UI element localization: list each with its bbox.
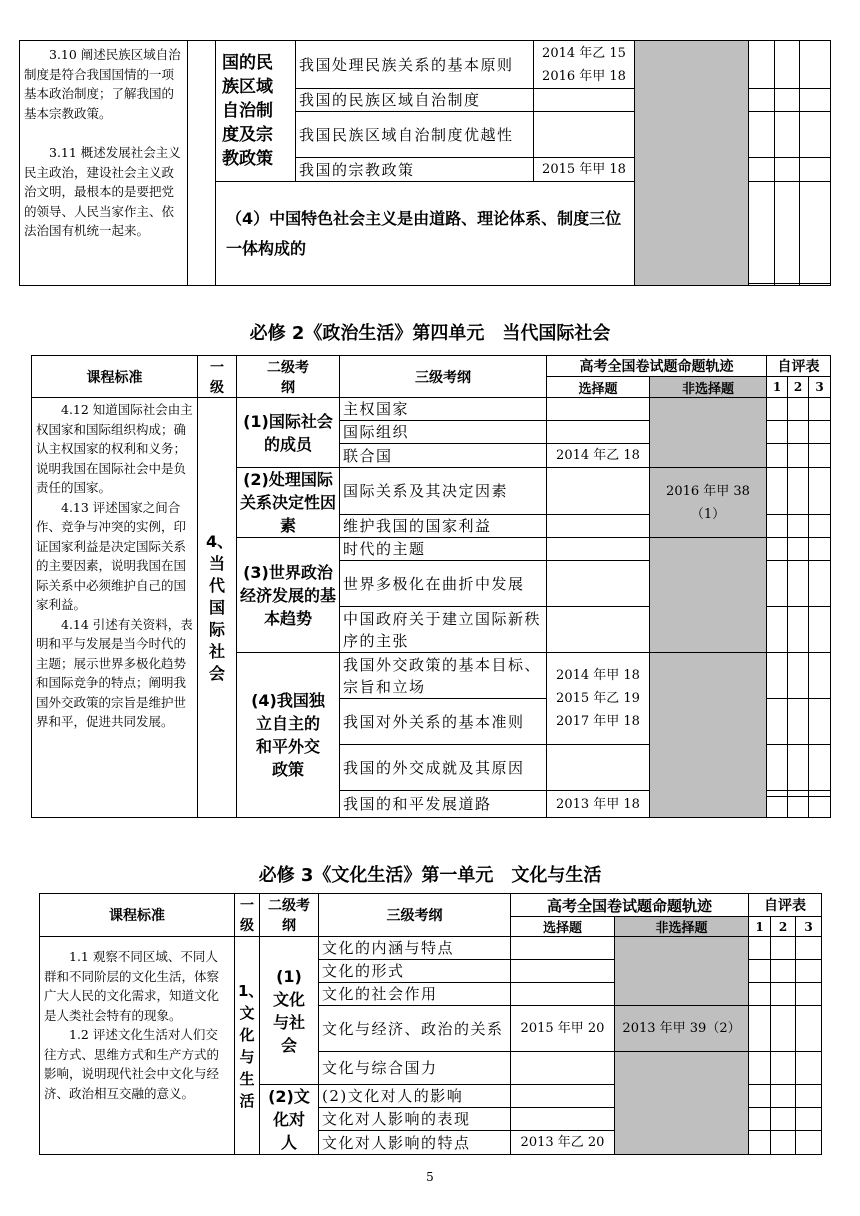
self-2[interactable] <box>771 1108 796 1131</box>
self-3[interactable] <box>809 653 831 699</box>
choice-cell <box>511 937 615 960</box>
l3-cell: 世界多极化在曲折中发展 <box>340 561 547 607</box>
self-3[interactable] <box>809 561 831 607</box>
self-1[interactable] <box>749 1085 771 1108</box>
l3-cell: 维护我国的国家利益 <box>340 514 547 537</box>
self-1[interactable] <box>767 514 788 537</box>
self-3[interactable] <box>809 468 831 515</box>
standard-3-11: 3.11 概述发展社会主义民主政治，建设社会主义政治文明，最根本的是要把党的领导、人民当家作主、依法治国有机统一起来。 <box>24 145 181 238</box>
choice-cell <box>534 112 635 158</box>
choice-cell: 2014 年甲 18 2015 年乙 19 2017 年甲 18 <box>547 653 650 745</box>
self-1[interactable] <box>767 745 788 791</box>
choice-cell <box>547 745 650 791</box>
level2-cell: (1)国际社会的成员 <box>237 398 340 468</box>
self-3[interactable] <box>796 1085 822 1108</box>
l3-cell: 国际关系及其决定因素 <box>340 468 547 515</box>
self-1[interactable] <box>749 1052 771 1085</box>
nonchoice-cell: 2016 年甲 38 （1） <box>650 468 767 538</box>
unit4-title: 必修 2《政治生活》第四单元 当代国际社会 <box>249 323 611 344</box>
self-2[interactable] <box>771 1131 796 1155</box>
choice-cell <box>547 421 650 444</box>
choice-cell <box>547 514 650 537</box>
continued-table <box>19 40 831 286</box>
self-2[interactable] <box>788 653 809 699</box>
self-3[interactable] <box>809 745 831 791</box>
self-1[interactable] <box>767 421 788 444</box>
nonchoice-cell <box>615 937 749 1006</box>
self-2[interactable] <box>788 745 809 791</box>
self-3[interactable] <box>800 182 831 284</box>
header-choice: 选择题 <box>547 377 650 398</box>
self-2[interactable] <box>775 112 800 158</box>
self-1[interactable] <box>767 561 788 607</box>
header-level3: 三级考纲 <box>340 356 547 398</box>
l3-cell: (2)文化对人的影响 <box>319 1085 511 1108</box>
l3-cell: 文化对人影响的表现 <box>319 1108 511 1131</box>
nonchoice-cell <box>650 653 767 818</box>
self-3[interactable] <box>809 421 831 444</box>
header-nonchoice: 非选择题 <box>650 377 767 398</box>
choice-cell <box>511 1108 615 1131</box>
l3-cell: 我国的民族区域自治制度 <box>296 89 534 112</box>
self-1[interactable] <box>749 41 775 89</box>
l3-cell: 时代的主题 <box>340 538 547 561</box>
l3-cell: 我国外交政策的基本目标、宗旨和立场 <box>340 653 547 699</box>
choice-cell <box>511 983 615 1006</box>
header-self-2: 2 <box>788 377 809 398</box>
nonchoice-cell <box>650 538 767 653</box>
l3-cell: 我国的外交成就及其原因 <box>340 745 547 791</box>
self-2[interactable] <box>771 1052 796 1085</box>
choice-cell <box>511 960 615 983</box>
l3-cell: 文化的形式 <box>319 960 511 983</box>
self-2[interactable] <box>788 699 809 745</box>
self-3[interactable] <box>809 444 831 468</box>
nonchoice-cell <box>615 1052 749 1155</box>
choice-cell: 2013 年乙 20 <box>511 1131 615 1155</box>
self-3[interactable] <box>800 112 831 158</box>
self-3[interactable] <box>796 1131 822 1155</box>
nonchoice-cell <box>650 398 767 468</box>
self-3[interactable] <box>800 158 831 182</box>
level2-cell: (2)处理国际关系决定性因素 <box>237 468 340 538</box>
self-3[interactable] <box>809 607 831 653</box>
choice-cell <box>547 398 650 421</box>
level1-cell: 1、文化与生活 <box>235 937 260 1155</box>
nonchoice-cell <box>635 41 749 286</box>
l3-cell: 联合国 <box>340 444 547 468</box>
self-3[interactable] <box>796 983 822 1006</box>
self-2[interactable] <box>788 444 809 468</box>
self-1[interactable] <box>767 538 788 561</box>
self-3[interactable] <box>800 41 831 89</box>
self-2[interactable] <box>771 937 796 960</box>
self-3[interactable] <box>796 1108 822 1131</box>
standard-4-13: 4.13 评述国家之间合作、竞争与冲突的实例，印证国家利益是决定国际关系的主要因素，说明我国在国际关系中必须维护自己的国家利益。 <box>36 499 187 612</box>
level2-cell: (3)世界政治经济发展的基本趋势 <box>237 538 340 653</box>
choice-cell <box>511 1085 615 1108</box>
header-self-3: 3 <box>809 377 831 398</box>
choice-cell <box>547 607 650 653</box>
choice-cell <box>534 89 635 112</box>
header-standard: 课程标准 <box>40 894 235 937</box>
header-standard: 课程标准 <box>32 356 198 398</box>
header-self-1: 1 <box>767 377 788 398</box>
self-3[interactable] <box>796 1006 822 1052</box>
self-2[interactable] <box>788 561 809 607</box>
self-1[interactable] <box>767 797 788 818</box>
l3-cell: 我国的宗教政策 <box>296 158 534 182</box>
unit4-table <box>31 355 831 818</box>
standard-cell <box>40 937 235 1155</box>
header-level2: 二级考纲 <box>260 894 319 937</box>
header-self: 自评表 <box>749 894 822 917</box>
self-2[interactable] <box>788 421 809 444</box>
l3-cell: 中国政府关于建立国际新秩序的主张 <box>340 607 547 653</box>
l3-cell: 文化与综合国力 <box>319 1052 511 1085</box>
self-2[interactable] <box>788 514 809 537</box>
header-level1: 一级 <box>235 894 260 937</box>
choice-cell <box>547 561 650 607</box>
header-level2: 二级考纲 <box>237 356 340 398</box>
header-exam: 高考全国卷试题命题轨迹 <box>547 356 767 377</box>
choice-cell <box>547 538 650 561</box>
standard-3-10: 3.10 阐述民族区域自治制度是符合我国国情的一项基本政治制度；了解我国的基本宗教政策。 <box>24 47 181 121</box>
standard-1-1: 1.1 观察不同区域、不同人群和不同阶层的文化生活，体察广大人民的文化需求，知道文化是人类社会特有的现象。 <box>44 949 220 1023</box>
self-2[interactable] <box>775 89 800 112</box>
self-2[interactable] <box>771 960 796 983</box>
l3-cell: 我国的和平发展道路 <box>340 791 547 818</box>
l3-cell: 我国对外关系的基本准则 <box>340 699 547 745</box>
choice-cell: 2013 年甲 18 <box>547 791 650 818</box>
header-self-2: 2 <box>771 917 796 937</box>
nonchoice-cell: 2013 年甲 39（2） <box>615 1006 749 1052</box>
self-1[interactable] <box>767 398 788 421</box>
section-4-heading: （4）中国特色社会主义是由道路、理论体系、制度三位一体构成的 <box>216 182 635 286</box>
self-1[interactable] <box>767 444 788 468</box>
l3-cell: 文化与经济、政治的关系 <box>319 1006 511 1052</box>
self-3[interactable] <box>796 937 822 960</box>
self-1[interactable] <box>767 607 788 653</box>
self-3[interactable] <box>809 514 831 537</box>
l3-cell: 主权国家 <box>340 398 547 421</box>
self-1[interactable] <box>749 182 775 284</box>
self-3[interactable] <box>809 398 831 421</box>
header-self-3: 3 <box>796 917 822 937</box>
self-2[interactable] <box>788 538 809 561</box>
self-2[interactable] <box>775 158 800 182</box>
self-1[interactable] <box>767 468 788 515</box>
choice-cell <box>547 468 650 515</box>
self-1[interactable] <box>749 1131 771 1155</box>
unit1-culture-title: 必修 3《文化生活》第一单元 文化与生活 <box>258 865 602 886</box>
level1-cell: 4、当代国际社会 <box>198 398 237 818</box>
self-3[interactable] <box>800 89 831 112</box>
header-nonchoice: 非选择题 <box>615 917 749 937</box>
choice-cell: 2014 年乙 18 <box>547 444 650 468</box>
header-self-1: 1 <box>749 917 771 937</box>
header-level1: 一级 <box>198 356 237 398</box>
l3-cell: 文化的社会作用 <box>319 983 511 1006</box>
self-2[interactable] <box>788 468 809 515</box>
l3-cell: 国际组织 <box>340 421 547 444</box>
self-3[interactable] <box>809 538 831 561</box>
l3-cell: 我国民族区域自治制度优越性 <box>296 112 534 158</box>
self-1[interactable] <box>749 112 775 158</box>
level2-cell: (2)文化对人 <box>260 1085 319 1155</box>
self-2[interactable] <box>788 398 809 421</box>
header-level3: 三级考纲 <box>319 894 511 937</box>
choice-cell <box>511 1052 615 1085</box>
self-1[interactable] <box>749 158 775 182</box>
level2-cell: (1)文化与社会 <box>260 937 319 1085</box>
header-choice: 选择题 <box>511 917 615 937</box>
self-2[interactable] <box>788 797 809 818</box>
l3-cell: 文化对人影响的特点 <box>319 1131 511 1155</box>
self-3[interactable] <box>809 699 831 745</box>
self-1[interactable] <box>749 937 771 960</box>
standard-1-2: 1.2 评述文化生活对人们交往方式、思维方式和生产方式的影响，说明现代社会中文化与经济、政治相互交融的意义。 <box>44 1027 220 1101</box>
header-exam: 高考全国卷试题命题轨迹 <box>511 894 749 917</box>
choice-cell: 2014 年乙 15 2016 年甲 18 <box>534 41 635 89</box>
self-1[interactable] <box>767 699 788 745</box>
self-2[interactable] <box>771 983 796 1006</box>
self-1[interactable] <box>767 653 788 699</box>
standard-4-12: 4.12 知道国际社会由主权国家和国际组织构成；确认主权国家的权利和义务；说明我国在国际社会中是负责任的国家。 <box>36 402 193 495</box>
self-2[interactable] <box>775 41 800 89</box>
self-1[interactable] <box>749 983 771 1006</box>
header-self: 自评表 <box>767 356 831 377</box>
l3-cell: 我国处理民族关系的基本原则 <box>296 41 534 89</box>
choice-cell: 2015 年甲 18 <box>534 158 635 182</box>
culture-table <box>39 893 822 1155</box>
level1-cell <box>188 41 216 286</box>
self-2[interactable] <box>771 1006 796 1052</box>
standard-4-14: 4.14 引述有关资料，表明和平与发展是当今时代的主题；展示世界多极化趋势和国际竞争的特点；阐明我国外交政策的宗旨是维护世界和平，促进共同发展。 <box>36 616 193 729</box>
level2-cell: 国的民族区域自治制度及宗教政策 <box>216 41 296 182</box>
l3-cell: 文化的内涵与特点 <box>319 937 511 960</box>
self-2[interactable] <box>788 607 809 653</box>
standard-cell <box>32 398 198 818</box>
self-1[interactable] <box>749 1006 771 1052</box>
level2-cell: (4)我国独立自主的和平外交政策 <box>237 653 340 818</box>
choice-cell: 2015 年甲 20 <box>511 1006 615 1052</box>
self-1[interactable] <box>749 1108 771 1131</box>
self-3[interactable] <box>809 797 831 818</box>
self-3[interactable] <box>796 960 822 983</box>
self-1[interactable] <box>749 960 771 983</box>
self-3[interactable] <box>796 1052 822 1085</box>
self-1[interactable] <box>749 89 775 112</box>
standard-cell <box>20 41 188 286</box>
self-2[interactable] <box>771 1085 796 1108</box>
page-number: 5 <box>426 1170 434 1184</box>
self-2[interactable] <box>775 182 800 284</box>
